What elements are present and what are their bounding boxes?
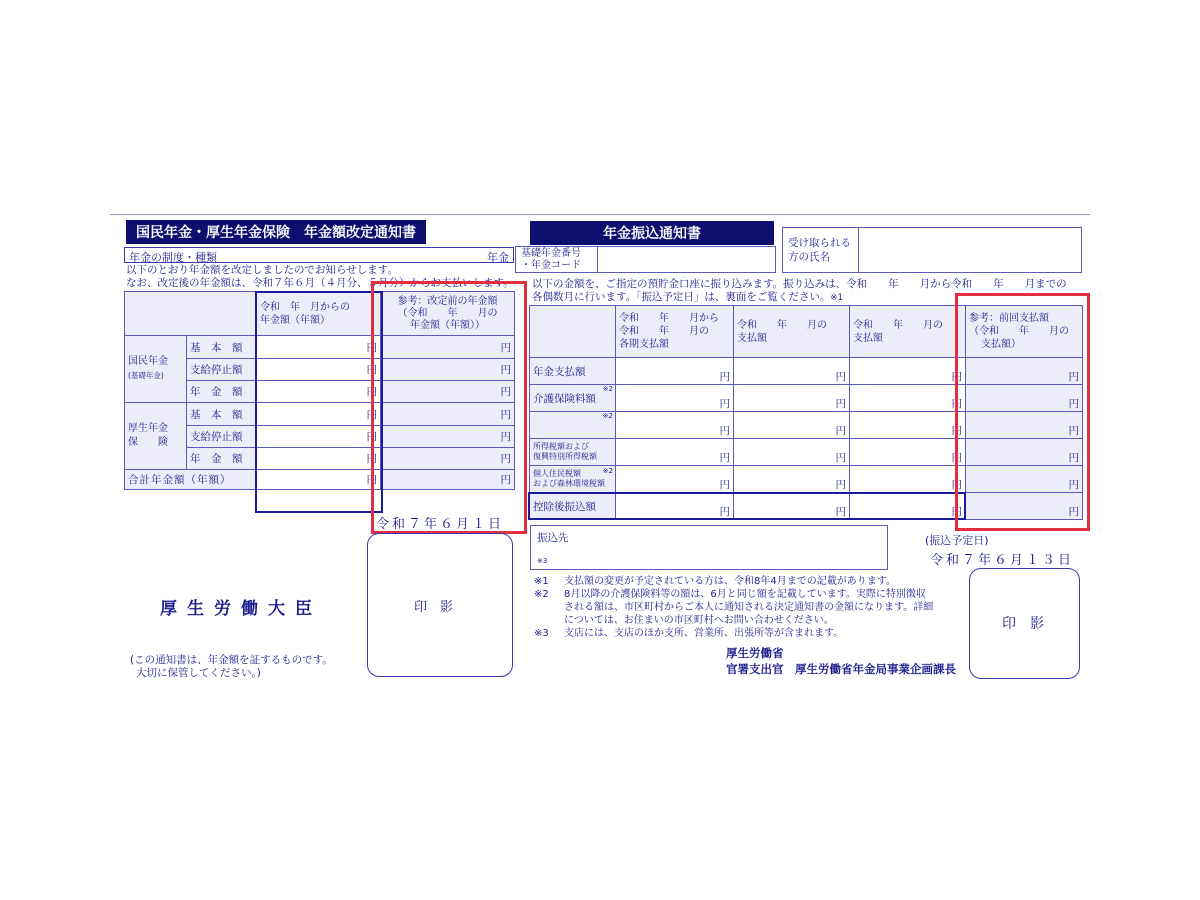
- cell-yen: 円: [257, 336, 381, 359]
- left-note-2: 大切に保管してください。): [136, 667, 261, 679]
- right-intro-2-text: 各偶数月に行います。「振込予定日」は、裏面をご覧ください。: [532, 291, 831, 303]
- cell-yen: 円: [381, 381, 515, 403]
- col3-line2: 支払額: [853, 332, 883, 344]
- col-ref-line3: 年金額（年額））: [410, 319, 485, 331]
- cell-yen: 円: [257, 448, 381, 470]
- pension-label-2: ・年金コード: [521, 260, 581, 271]
- kosei-label-2: 保 険: [128, 437, 168, 448]
- row-label: 支給停止額: [187, 359, 257, 381]
- col2-line2: 支払額: [737, 332, 767, 344]
- transfer-label: 振込先: [537, 532, 569, 544]
- row-label: 基 本 額: [187, 336, 257, 359]
- cell-yen: 円: [850, 466, 966, 493]
- left-seal-box: [367, 533, 513, 677]
- pension-number-box: [515, 246, 776, 273]
- footnote-2: ※2 8月以降の介護保険料等の額は、6月と同じ額を記載しています。実際に特別徴収: [534, 589, 926, 600]
- payment-row-label: 介護保険料額 ※2: [530, 385, 616, 412]
- transfer-destination-box: [530, 525, 888, 570]
- cell-yen: 円: [616, 412, 734, 439]
- pension-number-label: [516, 247, 598, 272]
- right-title: 年金振込通知書: [530, 221, 774, 245]
- cell-yen: 円: [850, 358, 966, 385]
- payment-header-blank: [530, 306, 616, 358]
- left-header-blank: [125, 292, 257, 336]
- scheduled-label: (振込予定日): [925, 534, 989, 547]
- cell-yen: 円: [257, 470, 381, 490]
- right-intro-1: 以下の金額を、ご指定の預貯金口座に振り込みます。振り込みは、令和 年 月から令和 年 月までの: [532, 278, 1067, 290]
- right-seal-box: [969, 568, 1080, 679]
- col-ref-line2: （令和 年 月の: [397, 307, 498, 319]
- payment-row-label: 所得税額および 復興特別所得税額: [530, 439, 616, 466]
- prev-amount-highlight: [955, 293, 1090, 531]
- cell-yen: 円: [966, 466, 1083, 493]
- col3-line1: 令和 年 月の: [853, 319, 943, 331]
- cell-yen: 円: [966, 358, 1083, 385]
- kokumin-sub: (基礎年金): [128, 371, 164, 380]
- footnote-3: ※3 支店には、支店のほか支所、営業所、出張所等が含まれます。: [534, 628, 844, 639]
- cell-yen: 円: [381, 403, 515, 426]
- recipient-label: [783, 228, 859, 272]
- left-date: 令和７年６月１日: [376, 517, 505, 532]
- cell-yen: 円: [616, 439, 734, 466]
- kosei-label: [125, 403, 187, 470]
- recipient-label-1: 受け取られる: [788, 237, 851, 249]
- cell-yen: 円: [734, 358, 850, 385]
- colref-line1: 参考：前回支払額: [969, 313, 1049, 324]
- cell-yen: 円: [257, 426, 381, 448]
- issuer-title: 官署支出官 厚生労働省年金局事業企画課長: [726, 662, 956, 676]
- cell-yen: 円: [381, 448, 515, 470]
- footnote-2b: される額は、市区町村からご本人に通知される決定通知書の金額になります。詳細: [564, 602, 934, 613]
- cell-yen: 円: [850, 385, 966, 412]
- kosei-label-1: 厚生年金: [128, 423, 168, 434]
- cell-yen: 円: [616, 385, 734, 412]
- transfer-mark: ※3: [537, 557, 548, 565]
- kokumin-label: [125, 336, 187, 403]
- col-new-line1: 令和 年 月からの: [260, 301, 350, 313]
- cell-yen: 円: [734, 412, 850, 439]
- cell-yen: 円: [966, 385, 1083, 412]
- payment-row-label: 控除後振込額: [530, 493, 616, 520]
- footnote-2c: については、お住まいの市区町村へお問い合わせください。: [564, 615, 834, 626]
- total-label: 合計年金額（年額）: [125, 470, 257, 490]
- left-intro-1: 以下のとおり年金額を改定しましたのでお知らせします。: [126, 264, 398, 276]
- recipient-box: [782, 227, 1082, 273]
- col-new-line2: 年金額（年額）: [260, 314, 330, 326]
- colref-line3: 支払額）: [981, 339, 1021, 350]
- cell-yen: 円: [734, 493, 850, 520]
- cell-yen: 円: [381, 470, 515, 490]
- minister-title: 厚生労働大臣: [160, 599, 322, 619]
- col1-line1: 令和 年 月から: [619, 313, 719, 324]
- kokumin-label-text: 国民年金: [128, 356, 168, 367]
- row-label: 基 本 額: [187, 403, 257, 426]
- recipient-label-2: 方の氏名: [788, 251, 830, 263]
- payment-row-label: 個人住民税額 および森林環境税額 ※2: [530, 466, 616, 493]
- payment-row-label: ※2: [530, 412, 616, 439]
- cell-yen: 円: [966, 493, 1083, 520]
- scheduled-date: 令和７年６月１３日: [930, 553, 1075, 568]
- cell-yen: 円: [966, 412, 1083, 439]
- cell-yen: 円: [257, 359, 381, 381]
- colref-line2: （令和 年 月の: [969, 326, 1069, 337]
- top-rule: [110, 214, 1090, 215]
- col1-line3: 各期支払額: [619, 339, 669, 350]
- left-note-1: (この通知書は、年金額を証するものです。: [130, 654, 333, 666]
- system-value: 年金: [487, 251, 509, 264]
- system-label: 年金の制度・種類: [129, 251, 217, 264]
- cell-yen: 円: [381, 336, 515, 359]
- col-month-amount-a: [734, 306, 850, 358]
- payment-row-label: 年金支払額: [530, 358, 616, 385]
- new-amount-frame: [255, 291, 383, 513]
- cell-yen: 円: [850, 412, 966, 439]
- right-seal-label: 印 影: [1002, 616, 1044, 632]
- row-label: 年 金 額: [187, 448, 257, 470]
- col1-line2: 令和 年 月の: [619, 326, 709, 337]
- left-title: 国民年金・厚生年金保険 年金額改定通知書: [126, 220, 426, 244]
- cell-yen: 円: [850, 439, 966, 466]
- row-label: 支給停止額: [187, 426, 257, 448]
- row-label: 年 金 額: [187, 381, 257, 403]
- col-ref-line1: 参考：改定前の年金額: [397, 295, 498, 307]
- cell-yen: 円: [734, 439, 850, 466]
- system-row: [124, 247, 514, 263]
- right-intro-2-mark: ※1: [830, 293, 843, 303]
- net-transfer-frame: [528, 492, 966, 520]
- col-period-amount: [616, 306, 734, 358]
- cell-yen: 円: [381, 359, 515, 381]
- left-intro-2: なお、改定後の年金額は、令和７年６月（４月分、５月分）からお支払いします。: [126, 277, 514, 289]
- cell-yen: 円: [257, 381, 381, 403]
- footnote-1: ※1 支払額の変更が予定されている方は、令和8年4月までの記載があります。: [534, 576, 896, 587]
- col2-line1: 令和 年 月の: [737, 319, 827, 331]
- cell-yen: 円: [616, 493, 734, 520]
- cell-yen: 円: [257, 403, 381, 426]
- right-intro-2: [532, 291, 843, 305]
- cell-yen: 円: [734, 385, 850, 412]
- cell-yen: 円: [616, 466, 734, 493]
- cell-yen: 円: [616, 358, 734, 385]
- cell-yen: 円: [381, 426, 515, 448]
- cell-yen: 円: [850, 493, 966, 520]
- ref-amount-highlight: [371, 281, 527, 534]
- cell-yen: 円: [734, 466, 850, 493]
- left-seal-label: 印 影: [414, 600, 454, 615]
- issuer: 厚生労働省: [726, 646, 784, 660]
- col-month-amount-b: [850, 306, 966, 358]
- pension-label-1: 基礎年金番号: [521, 248, 581, 259]
- footnotes: [534, 575, 933, 640]
- cell-yen: 円: [966, 439, 1083, 466]
